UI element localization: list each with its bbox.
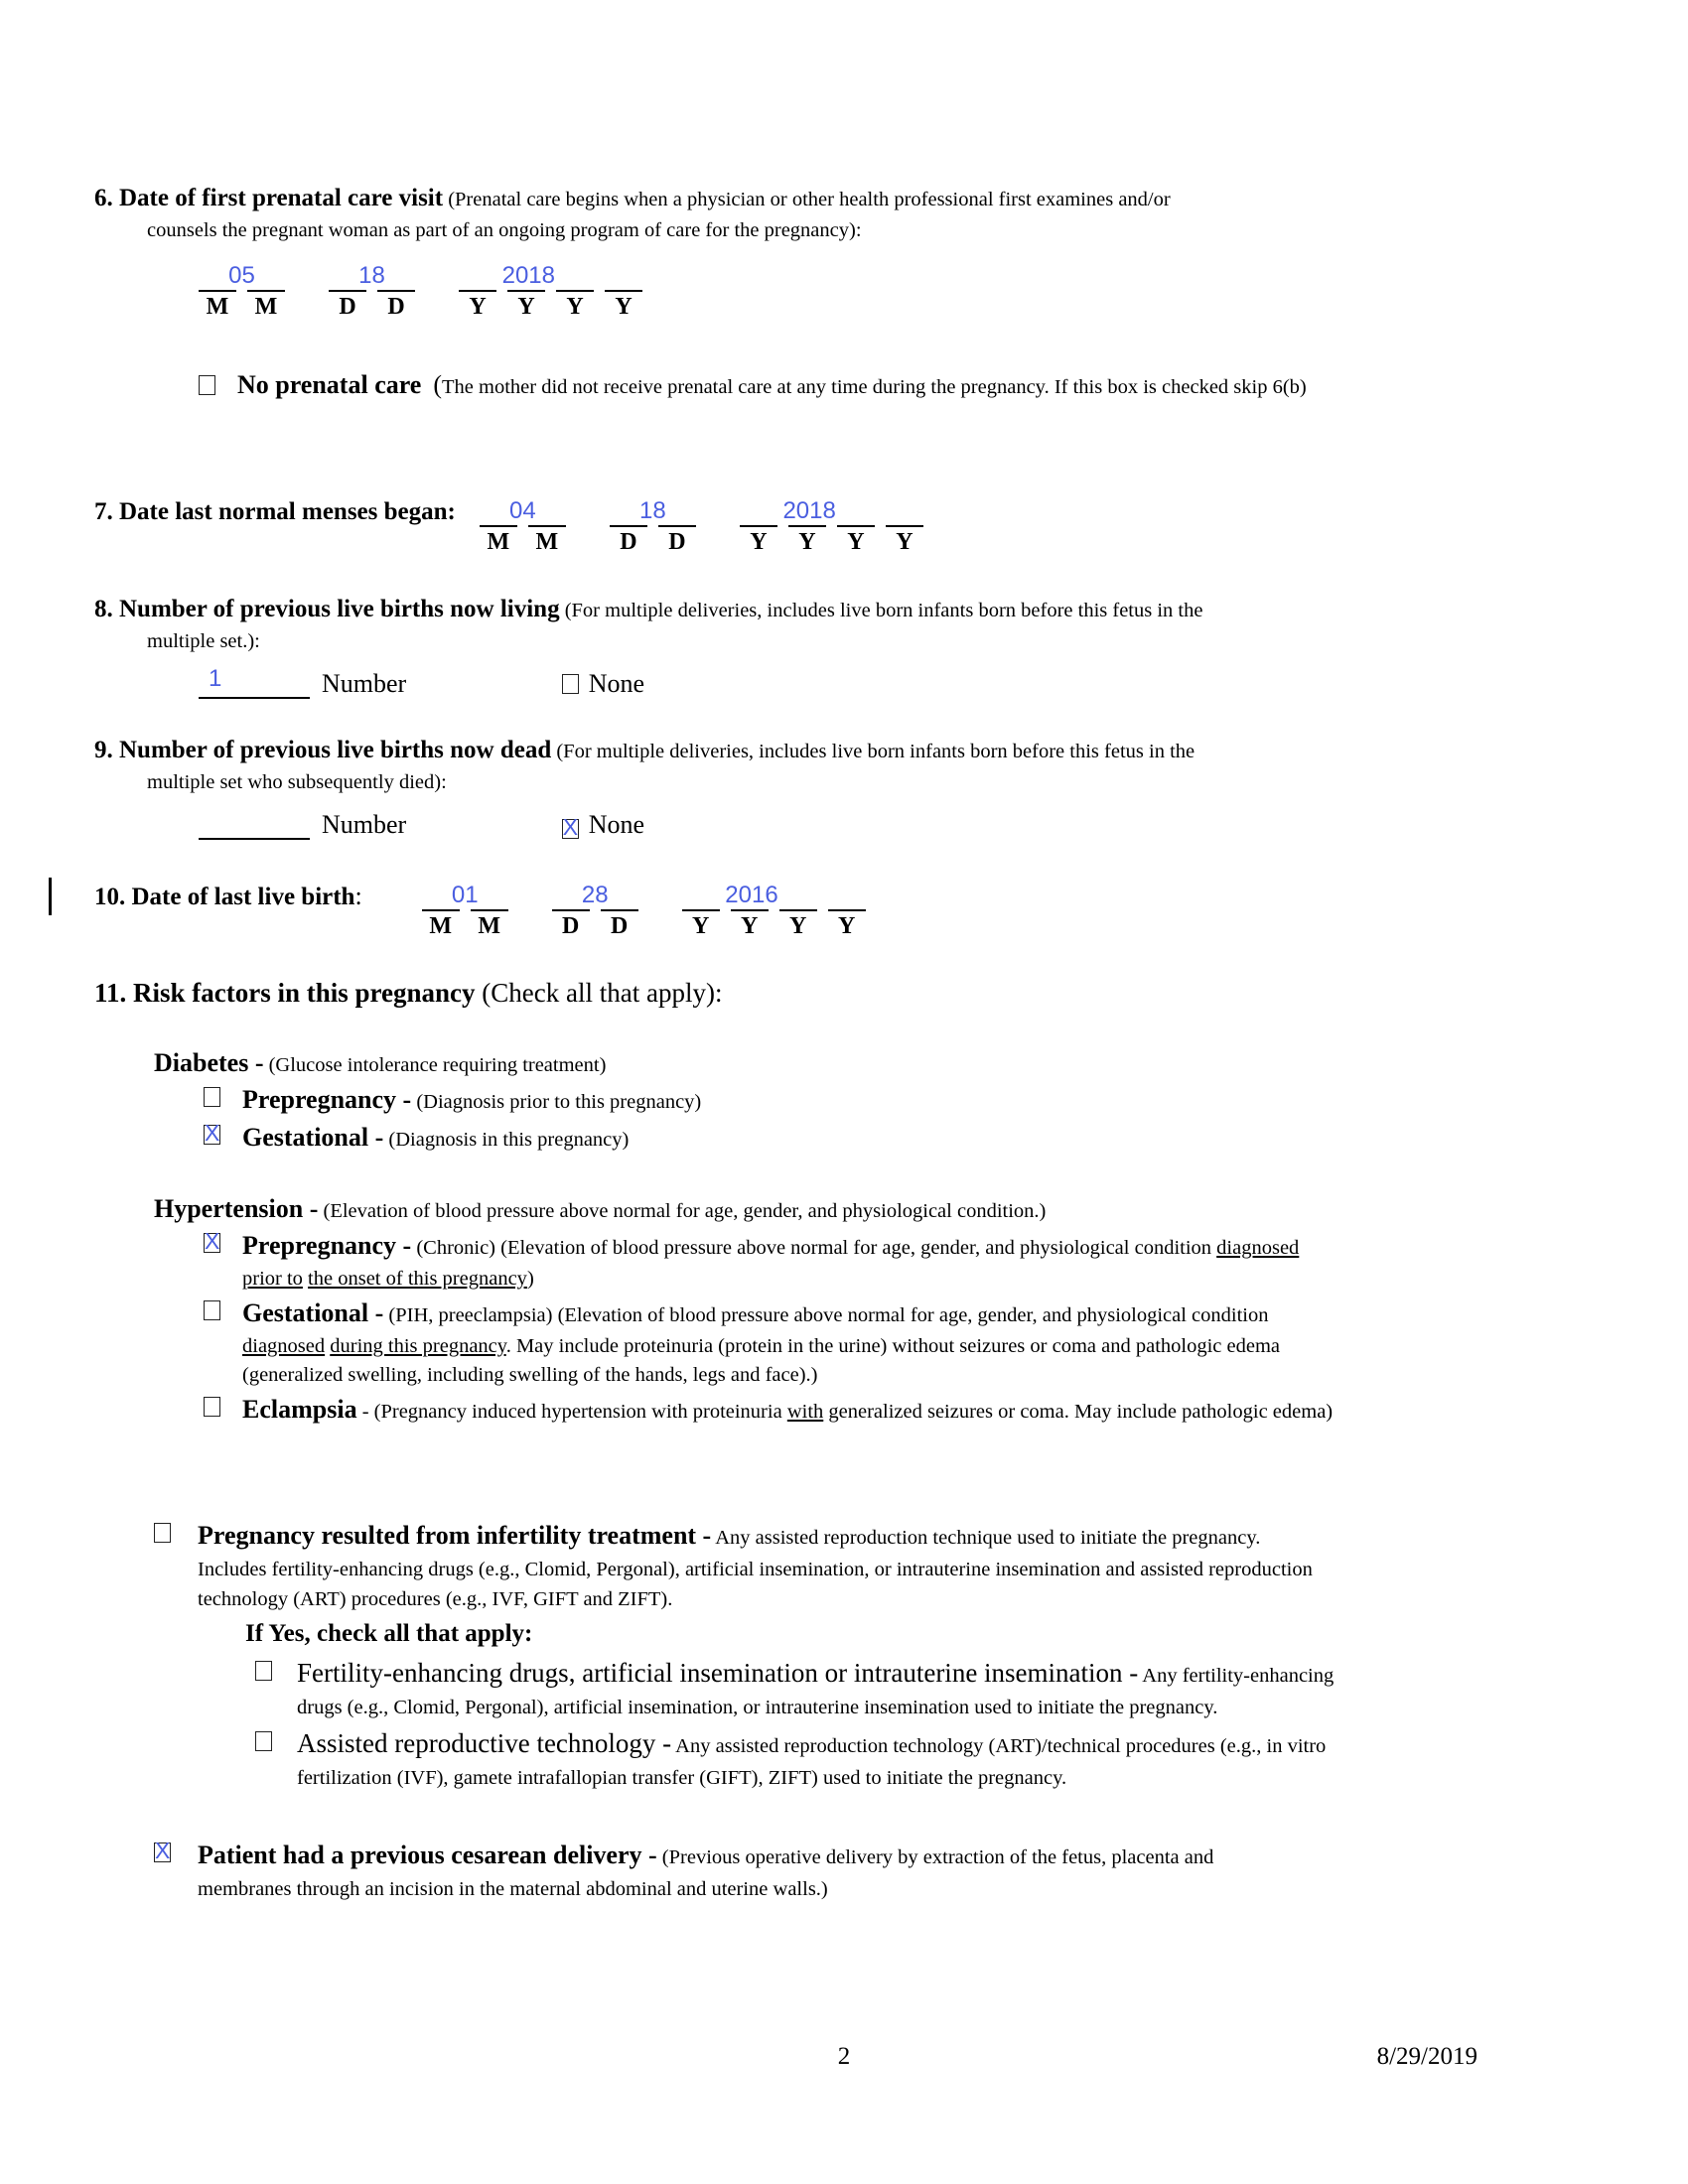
diabetes-gestational-checkbox[interactable]: X <box>205 1120 220 1147</box>
y-label: Y <box>847 528 865 555</box>
fertility-drugs-desc1: Any fertility-enhancing <box>1138 1664 1335 1687</box>
d-label: D <box>387 293 405 320</box>
eclampsia-desc2: generalized seizures or coma. May include pathologic edema) <box>823 1401 1334 1424</box>
hyp-gest-desc3: (generalized swelling, including swelling of the hands, legs and face).) <box>242 1364 818 1387</box>
d-label: D <box>562 912 580 939</box>
section-10-title: 10. Date of last live birth <box>94 883 355 910</box>
hyp-gest-underline1: diagnosed <box>242 1334 326 1357</box>
hypertension-prepregnancy-checkbox[interactable]: X <box>205 1228 220 1255</box>
art-desc1: Any assisted reproduction technology (ART)/technical procedures (e.g., in vitro <box>671 1734 1327 1757</box>
hyp-gest-underline2: during this pregnancy <box>330 1334 506 1357</box>
cell <box>682 880 720 911</box>
menses-day-field[interactable] <box>610 495 696 556</box>
cell <box>605 260 642 292</box>
section-8-births-living <box>94 592 1633 709</box>
hyp-pre-underline1: diagnosed <box>1216 1237 1300 1260</box>
prenatal-visit-year-value: 2018 <box>501 261 555 289</box>
d-label: D <box>668 528 686 555</box>
prenatal-visit-year-field[interactable] <box>459 260 642 321</box>
hypertension-gestational-label: Gestational - <box>242 1297 384 1327</box>
hyp-gest-desc2: . May include proteinuria (protein in the urine) without seizures or coma and pathologic edema <box>505 1334 1281 1357</box>
hypertension-desc: (Elevation of blood pressure above normal for age, gender, and physiological condition.) <box>318 1199 1047 1222</box>
art-item <box>255 1723 1334 1794</box>
cesarean-label: Patient had a previous cesarean delivery - <box>198 1841 657 1870</box>
cell <box>740 495 777 527</box>
m-label: M <box>487 528 510 555</box>
section-8-title: 8. Number of previous live births now living <box>94 595 560 622</box>
infertility-checkbox[interactable] <box>154 1523 171 1543</box>
section-8-desc2: multiple set.): <box>147 629 260 652</box>
section-10-colon: : <box>354 881 362 910</box>
menses-year-value: 2018 <box>782 496 836 524</box>
births-living-none-label: None <box>588 668 645 698</box>
if-yes-label: If Yes, check all that apply: <box>245 1620 533 1648</box>
births-dead-none-checkbox[interactable]: X <box>562 813 579 840</box>
cesarean-item <box>154 1836 1633 1905</box>
infertility-desc3: technology (ART) procedures (e.g., IVF, GIFT and ZIFT). <box>198 1588 673 1611</box>
day-labels <box>552 913 638 940</box>
no-prenatal-care-desc: The mother did not receive prenatal care at any time during the pregnancy. If this box is checked skip 6(b) <box>442 375 1307 398</box>
page-number: 2 <box>837 2043 851 2070</box>
y-label: Y <box>692 912 710 939</box>
last-birth-month-value: 01 <box>451 881 479 908</box>
eclampsia-dash: - <box>356 1401 374 1424</box>
no-prenatal-care-paren: ( <box>433 369 443 399</box>
eclampsia-desc1: (Pregnancy induced hypertension with proteinuria <box>373 1401 787 1424</box>
infertility-item <box>154 1516 1633 1795</box>
year-labels <box>459 294 642 321</box>
diabetes-prepregnancy-desc: (Diagnosis prior to this pregnancy) <box>411 1091 702 1114</box>
cesarean-desc1: (Previous operative delivery by extraction of the fetus, placenta and <box>656 1846 1214 1869</box>
hypertension-gestational-checkbox[interactable] <box>204 1300 220 1320</box>
d-label: D <box>620 528 637 555</box>
section-9-desc2: multiple set who subsequently died): <box>147 770 447 793</box>
births-living-number-label: Number <box>322 668 407 698</box>
month-labels <box>199 294 285 321</box>
section-6-prenatal-visit <box>94 181 1633 404</box>
hyp-pre-underline2: prior to <box>242 1268 303 1291</box>
menses-month-value: 04 <box>509 496 536 524</box>
cell <box>837 495 875 527</box>
cell <box>556 260 594 292</box>
cell <box>886 495 923 527</box>
section-11-subtitle: (Check all that apply): <box>475 977 723 1008</box>
births-dead-none-label: None <box>588 809 645 839</box>
diabetes-desc: (Glucose intolerance requiring treatment) <box>263 1053 607 1076</box>
section-11-risk-factors <box>94 974 1633 1905</box>
births-living-none-group <box>562 669 644 698</box>
cesarean-desc2: membranes through an incision in the maternal abdominal and uterine walls.) <box>198 1878 828 1901</box>
diabetes-label: Diabetes - <box>154 1047 264 1077</box>
diabetes-gestational-item <box>204 1119 1633 1157</box>
art-label: Assisted reproductive technology - <box>297 1727 672 1758</box>
cesarean-checkbox[interactable]: X <box>155 1838 171 1864</box>
section-6-desc2: counsels the pregnant woman as part of an ongoing program of care for the pregnancy): <box>147 219 862 242</box>
infertility-label: Pregnancy resulted from infertility treatment - <box>198 1520 712 1550</box>
eclampsia-label: Eclampsia <box>242 1395 357 1425</box>
margin-change-bar <box>49 878 52 915</box>
diabetes-prepregnancy-label: Prepregnancy - <box>242 1085 412 1115</box>
last-birth-day-field[interactable] <box>552 880 638 940</box>
art-desc2: fertilization (IVF), gamete intrafallopian transfer (GIFT), ZIFT) used to initiate the pregnancy. <box>297 1767 1067 1790</box>
y-label: Y <box>469 293 487 320</box>
y-label: Y <box>615 293 633 320</box>
diabetes-block <box>154 1044 1633 1157</box>
fertility-drugs-desc2: drugs (e.g., Clomid, Pergonal), artificial insemination, or intrauterine insemination used to initiate the pregnancy. <box>297 1697 1218 1719</box>
y-label: Y <box>517 293 535 320</box>
section-8-desc: (For multiple deliveries, includes live born infants born before this fetus in the <box>559 599 1203 621</box>
no-prenatal-care-label: No prenatal care <box>237 369 422 399</box>
m-label: M <box>206 293 229 320</box>
y-label: Y <box>838 912 856 939</box>
y-label: Y <box>750 528 768 555</box>
hyp-pre-desc1: (Chronic) (Elevation of blood pressure above normal for age, gender, and physiological condition <box>411 1237 1217 1260</box>
last-birth-year-value: 2016 <box>725 881 778 908</box>
hyp-gest-desc1: (PIH, preeclampsia) (Elevation of blood pressure above normal for age, gender, and physiological condition <box>383 1303 1269 1326</box>
hypertension-block <box>154 1190 1633 1429</box>
diabetes-prepregnancy-checkbox[interactable] <box>204 1087 220 1107</box>
hypertension-prepregnancy-item <box>204 1227 1633 1294</box>
prenatal-visit-date <box>199 260 1633 321</box>
hypertension-prepregnancy-label: Prepregnancy - <box>242 1231 412 1261</box>
section-7-title: 7. Date last normal menses began: <box>94 497 456 525</box>
hypertension-label: Hypertension - <box>154 1193 319 1223</box>
infertility-desc2: Includes fertility-enhancing drugs (e.g., Clomid, Pergonal), artificial insemination, or intrauterine insemination and assisted reproduction <box>198 1558 1313 1580</box>
section-7-menses <box>94 495 1633 556</box>
last-birth-day-value: 28 <box>581 881 609 908</box>
section-10-title-wrap <box>94 880 362 917</box>
hyp-pre-end: ) <box>526 1268 534 1291</box>
infertility-desc1: Any assisted reproduction technique used to initiate the pregnancy. <box>711 1526 1261 1549</box>
section-6-desc: (Prenatal care begins when a physician or other health professional first examines and/or <box>443 189 1171 210</box>
last-birth-month-field[interactable] <box>422 880 508 940</box>
eclampsia-item <box>204 1391 1633 1429</box>
year-labels <box>740 529 923 556</box>
fertility-drugs-label: Fertility-enhancing drugs, artificial insemination or intrauterine insemination - <box>297 1657 1139 1688</box>
y-label: Y <box>566 293 584 320</box>
year-labels <box>682 913 866 940</box>
d-label: D <box>339 293 356 320</box>
hyp-pre-underline3: the onset of this pregnancy <box>308 1268 527 1291</box>
eclampsia-checkbox[interactable] <box>204 1397 220 1417</box>
d-label: D <box>611 912 629 939</box>
prenatal-visit-day-value: 18 <box>358 261 385 289</box>
cell <box>779 880 817 911</box>
fertility-drugs-checkbox[interactable] <box>255 1661 272 1681</box>
section-11-title: 11. Risk factors in this pregnancy <box>94 977 476 1008</box>
births-living-number-field[interactable] <box>199 664 310 699</box>
m-label: M <box>429 912 453 939</box>
art-checkbox[interactable] <box>255 1731 272 1751</box>
births-living-number-value: 1 <box>209 664 222 692</box>
y-label: Y <box>798 528 816 555</box>
day-labels <box>329 294 415 321</box>
births-dead-number-label: Number <box>322 809 407 839</box>
section-9-desc: (For multiple deliveries, includes live born infants born before this fetus in the <box>551 740 1196 762</box>
m-label: M <box>478 912 501 939</box>
prenatal-visit-month-field[interactable] <box>199 260 285 321</box>
menses-month-field[interactable] <box>480 495 566 556</box>
hypertension-gestational-item <box>204 1295 1633 1391</box>
y-label: Y <box>896 528 914 555</box>
y-label: Y <box>741 912 759 939</box>
no-prenatal-care-row <box>199 366 1633 404</box>
m-label: M <box>535 528 559 555</box>
prenatal-visit-month-value: 05 <box>228 261 255 289</box>
section-9-title: 9. Number of previous live births now dead <box>94 736 552 763</box>
births-dead-row <box>199 808 1633 850</box>
y-label: Y <box>789 912 807 939</box>
m-label: M <box>254 293 278 320</box>
no-prenatal-care-checkbox[interactable] <box>199 375 215 395</box>
births-living-none-checkbox[interactable] <box>562 674 579 694</box>
month-labels <box>480 529 566 556</box>
menses-year-field[interactable] <box>740 495 923 556</box>
cell <box>828 880 866 911</box>
menses-day-value: 18 <box>639 496 666 524</box>
births-dead-number-field[interactable] <box>199 808 310 840</box>
section-9-births-dead <box>94 733 1633 850</box>
diabetes-gestational-label: Gestational - <box>242 1123 384 1153</box>
prenatal-visit-day-field[interactable] <box>329 260 415 321</box>
footer-date: 8/29/2019 <box>1376 2043 1477 2070</box>
month-labels <box>422 913 508 940</box>
fertility-drugs-item <box>255 1653 1334 1723</box>
diabetes-gestational-desc: (Diagnosis in this pregnancy) <box>383 1129 630 1152</box>
births-dead-none-group <box>562 810 644 839</box>
section-10-last-live-birth <box>94 880 1633 940</box>
day-labels <box>610 529 696 556</box>
diabetes-prepregnancy-item <box>204 1081 1633 1119</box>
births-living-row <box>199 664 1633 709</box>
section-6-title: 6. Date of first prenatal care visit <box>94 185 444 211</box>
last-birth-year-field[interactable] <box>682 880 866 940</box>
cell <box>459 260 496 292</box>
eclampsia-underline: with <box>786 1401 824 1424</box>
